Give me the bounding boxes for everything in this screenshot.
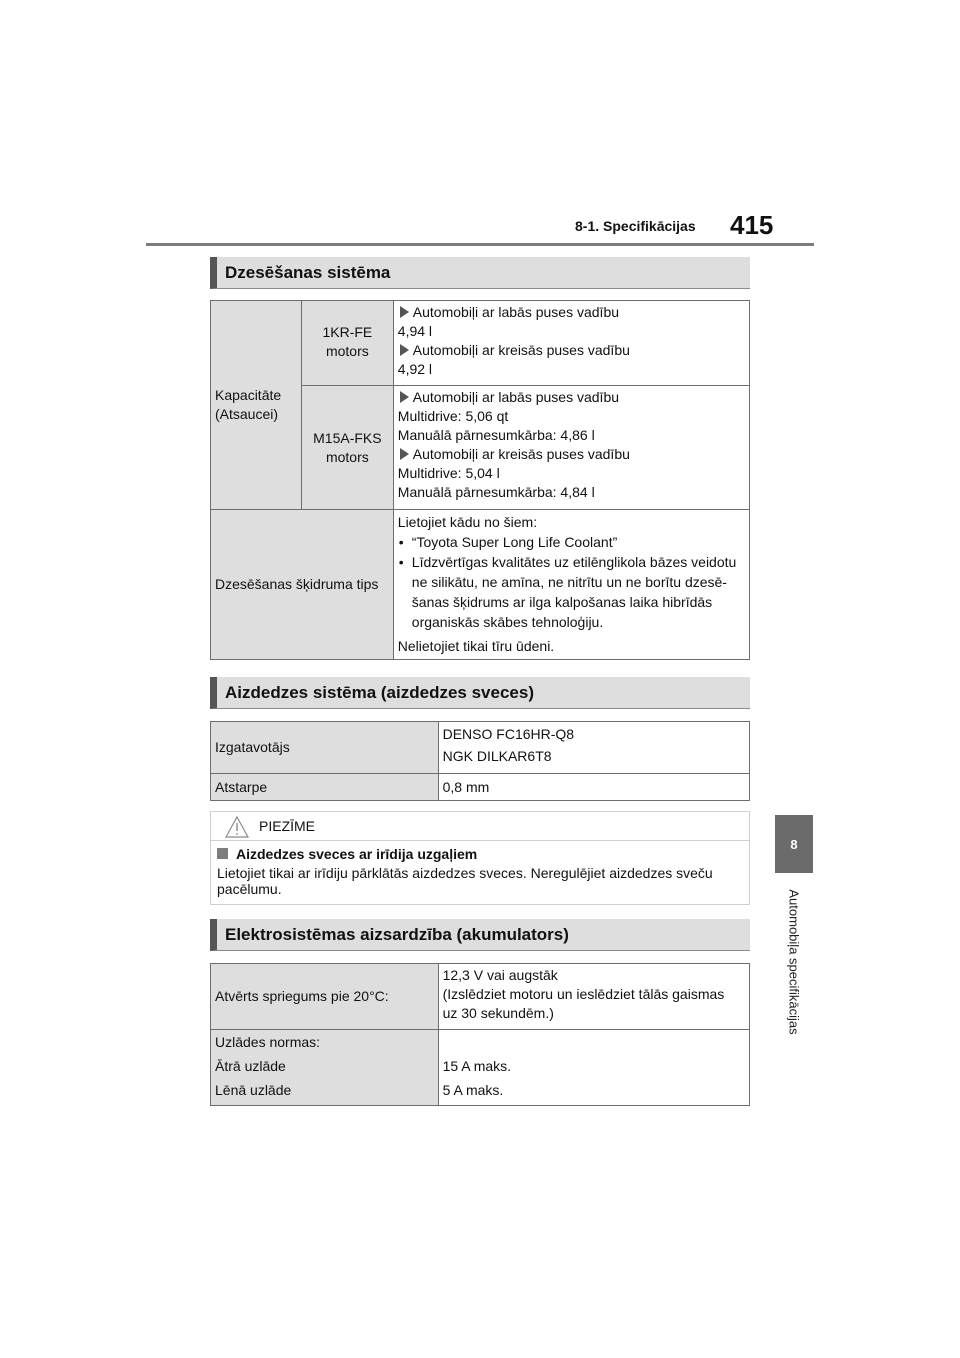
table-row: [211, 774, 750, 801]
coolant-values: [393, 510, 749, 660]
coolant-option-2-line: organiskās skābes tehnoloģiju.: [411, 614, 604, 630]
coolant-option-2: [398, 552, 745, 632]
rhd-value: 4,94 l: [397, 323, 433, 339]
coolant-intro: Lietojiet kādu no šiem:: [397, 514, 538, 530]
triangle-bullet-icon: [400, 448, 409, 460]
rhd-multidrive: Multidrive: 5,06 qt: [397, 408, 509, 424]
voltage-values: [438, 964, 749, 1030]
triangle-bullet-icon: [400, 391, 409, 403]
manufacturer-label-cell: [211, 722, 439, 774]
electrical-heading: Elektrosistēmas aizsardzība (akumulators): [210, 919, 750, 951]
gap-value: 0,8 mm: [442, 778, 490, 795]
chapter-number: 8: [790, 836, 798, 852]
chapter-title: Automobiļa specifikācijas: [786, 889, 802, 1035]
table-row: [211, 722, 750, 774]
charge-labels-cell: [211, 1030, 439, 1106]
voltage-label: Atvērts spriegums pie 20°C:: [215, 988, 389, 1004]
capacity-label-cell: [211, 301, 302, 510]
charge-label: Uzlādes normas:: [215, 1034, 321, 1050]
cooling-table: [210, 300, 750, 660]
coolant-label-cell: [211, 510, 394, 660]
slow-charge-label: Lēnā uzlāde: [215, 1082, 292, 1098]
square-bullet-icon: [217, 848, 228, 859]
gap-value-cell: [438, 774, 749, 801]
capacity-label-note: (Atsaucei): [215, 406, 279, 422]
manufacturer-values: [438, 722, 749, 774]
engine-1kr-cell: [301, 301, 393, 386]
coolant-option-2-line: • Līdzvērtīgas kvalitātes uz etilēnglikola bāzes veidotu: [411, 554, 737, 570]
cooling-heading: Dzesēšanas sistēma: [210, 257, 750, 289]
electrical-table: [210, 963, 750, 1106]
table-row: [211, 510, 750, 660]
chapter-tab: [775, 815, 813, 873]
fast-charge-label: Ātrā uzlāde: [215, 1058, 286, 1074]
voltage-instruction: (Izslēdziet motoru un ieslēdziet tālās gaismas: [442, 986, 725, 1002]
voltage-label-cell: [211, 964, 439, 1030]
table-row: [211, 1030, 750, 1106]
gap-label: Atstarpe: [215, 778, 268, 795]
coolant-option-1: • “Toyota Super Long Life Coolant”: [398, 532, 745, 552]
manufacturer-label: Izgatavotājs: [215, 739, 290, 755]
engine-m15a-cell: [301, 386, 393, 510]
coolant-option-2-line: šanas šķidrums ar ilga kalpošanas laika hibrīdās: [411, 594, 713, 610]
table-row: [211, 301, 750, 386]
charge-values-cell: [438, 1030, 749, 1106]
ignition-table: [210, 721, 750, 801]
engine-1kr-suffix: motors: [325, 343, 369, 359]
fast-charge-value: 15 A maks.: [442, 1058, 512, 1074]
rhd-label: Automobiļi ar labās puses vadību: [412, 304, 620, 320]
gap-label-cell: [211, 774, 439, 801]
coolant-option-2-line: ne silikātu, ne amīna, ne nitrītu un ne borītu dzesē-: [411, 574, 727, 590]
note-box: [210, 811, 750, 905]
engine-1kr-name: 1KR-FE: [322, 324, 373, 340]
lhd-label: Automobiļi ar kreisās puses vadību: [412, 342, 630, 358]
triangle-bullet-icon: [400, 306, 409, 318]
section-title: 8-1. Specifikācijas: [575, 218, 696, 234]
note-label: PIEZĪME: [259, 818, 316, 834]
lhd-value: 4,92 l: [397, 361, 433, 377]
engine-m15a-name: M15A-FKS: [313, 429, 382, 446]
note-body: Lietojiet tikai ar irīdiju pārklātās aizdedzes sveces. Neregulējiet aizdedzes sveču pacēlumu.: [217, 865, 713, 897]
slow-charge-value: 5 A maks.: [442, 1082, 504, 1098]
lhd-label: Automobiļi ar kreisās puses vadību: [412, 446, 630, 462]
header-divider: [146, 243, 814, 246]
manufacturer-value: DENSO FC16HR-Q8: [442, 726, 575, 742]
note-title-text: Aizdedzes sveces ar irīdija uzgaļiem: [236, 846, 478, 862]
coolant-note: Nelietojiet tikai tīru ūdeni.: [397, 638, 555, 654]
engine-m15a-values: [393, 386, 749, 510]
table-row: [211, 964, 750, 1030]
lhd-manual: Manuālā pārnesumkārba: 4,84 l: [397, 484, 595, 500]
note-header: [211, 812, 749, 841]
capacity-label: Kapacitāte: [215, 387, 282, 403]
warning-triangle-icon: [225, 816, 249, 838]
page-number: 415: [730, 210, 774, 240]
manufacturer-value: NGK DILKAR6T8: [442, 748, 552, 764]
voltage-value: 12,3 V vai augstāk: [442, 967, 558, 983]
triangle-bullet-icon: [400, 344, 409, 356]
engine-m15a-suffix: motors: [325, 448, 369, 465]
note-title: [217, 846, 477, 862]
rhd-manual: Manuālā pārnesumkārba: 4,86 l: [397, 427, 595, 443]
lhd-multidrive: Multidrive: 5,04 l: [397, 465, 500, 481]
rhd-label: Automobiļi ar labās puses vadību: [412, 389, 620, 405]
ignition-heading: Aizdedzes sistēma (aizdedzes sveces): [210, 677, 750, 709]
engine-1kr-values: [393, 301, 749, 386]
coolant-label: Dzesēšanas šķidruma tips: [215, 576, 379, 592]
voltage-instruction: uz 30 sekundēm.): [442, 1005, 554, 1021]
